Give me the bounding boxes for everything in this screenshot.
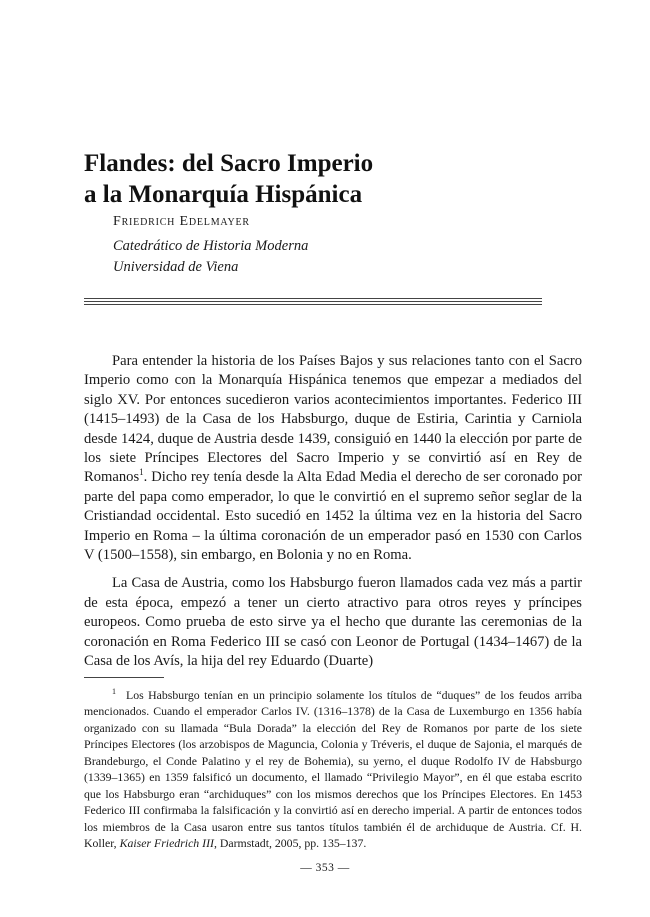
title-line-2: a la Monarquía Hispánica: [84, 181, 363, 208]
author-position: Catedrático de Historia Moderna: [113, 238, 309, 254]
paragraph-1-text-a: Para entender la historia de los Países Bajos y sus relaciones tanto con el Sacro Imperio como con la Monarquía Hispánica tenemos que empezar a mediados del siglo XV. Por entonces sucedieron varios acontecimientos importantes. Federico III (1415–1493) de la Casa de los Habsburgo, duque de Estiria, Carintia y Carniola desde 1424, duque de Austria desde 1439, consiguió en 1440 la elección por parte de los siete Príncipes Electores del Sacro Imperio y se convirtió así en Rey de Romanos: [84, 353, 582, 486]
title-divider: [84, 298, 542, 307]
paragraph-1: [84, 352, 582, 565]
footnote-citation-title: Kaiser Friedrich III: [119, 836, 214, 851]
author-name: Friedrich Edelmayer: [113, 214, 250, 229]
author-university: Universidad de Viena: [113, 259, 239, 275]
paragraph-1-text-b: . Dicho rey tenía desde la Alta Edad Media el derecho de ser coronado por parte del papa como emperador, lo que le convirtió en el supremo señor seglar de la Cristiandad occidental. Esto sucedió en 1452 la última vez en la historia del Sacro Imperio en Roma – la última coronación de un emperador pasó en 1530 con Carlos V (1500–1558), sin embargo, en Bolonia y no en Roma.: [84, 469, 582, 564]
footnote-separator: [84, 677, 164, 678]
article-title: [84, 148, 564, 210]
footnote-text-a: Los Habsburgo tenían en un principio solamente los títulos de “duques” de los feudos arriba mencionados. Cuando el emperador Carlos IV. (1316–1378) de la Casa de Luxemburgo en 1356 había organizado con su llamada “Bula Dorada” la elección del Rey de Romanos por parte de los siete Príncipes Electores (los arzobispos de Maguncia, Colonia y Tréveris, el duque de Sajonia, el marqués de Brandeburgo, el Conde Palatino y el rey de Bohemia), su yerno, el duque Rodolfo IV de Habsburgo (1339–1365) en 1359 falsificó un documento, el llamado “Privilegio Mayor”, en él que estaba escrito que los Habsburgo eran “archiduques” con los mismos derechos que los Príncipes Electores. En 1453 Federico III confirmaba la falsificación y la convirtió así en derecho imperial. A partir de entonces todos los miembros de la Casa usaron entre sus tantos títulos también él de archiduque de Austria. Cf. H. Koller,: [84, 687, 582, 851]
footnote-text-b: , Darmstadt, 2005, pp. 135–137.: [213, 836, 367, 851]
footnote-reference[interactable]: 1: [139, 467, 144, 478]
paragraph-2: La Casa de Austria, como los Habsburgo fueron llamados cada vez más a partir de esta época, empezó a tener un cierto atractivo para otros reyes y príncipes europeos. Como prueba de esto sirve ya el hecho que durante las ceremonias de la coronación en Roma Federico III se casó con Leonor de Portugal (1434–1467) de la Casa de los Avís, la hija del rey Eduardo (Duarte): [84, 575, 582, 670]
footnote-1: [84, 684, 582, 852]
title-line-1: Flandes: del Sacro Imperio: [84, 150, 374, 177]
page-number: — 353 —: [300, 862, 350, 874]
article-body: [84, 352, 582, 681]
footnote-number: 1: [112, 687, 116, 696]
